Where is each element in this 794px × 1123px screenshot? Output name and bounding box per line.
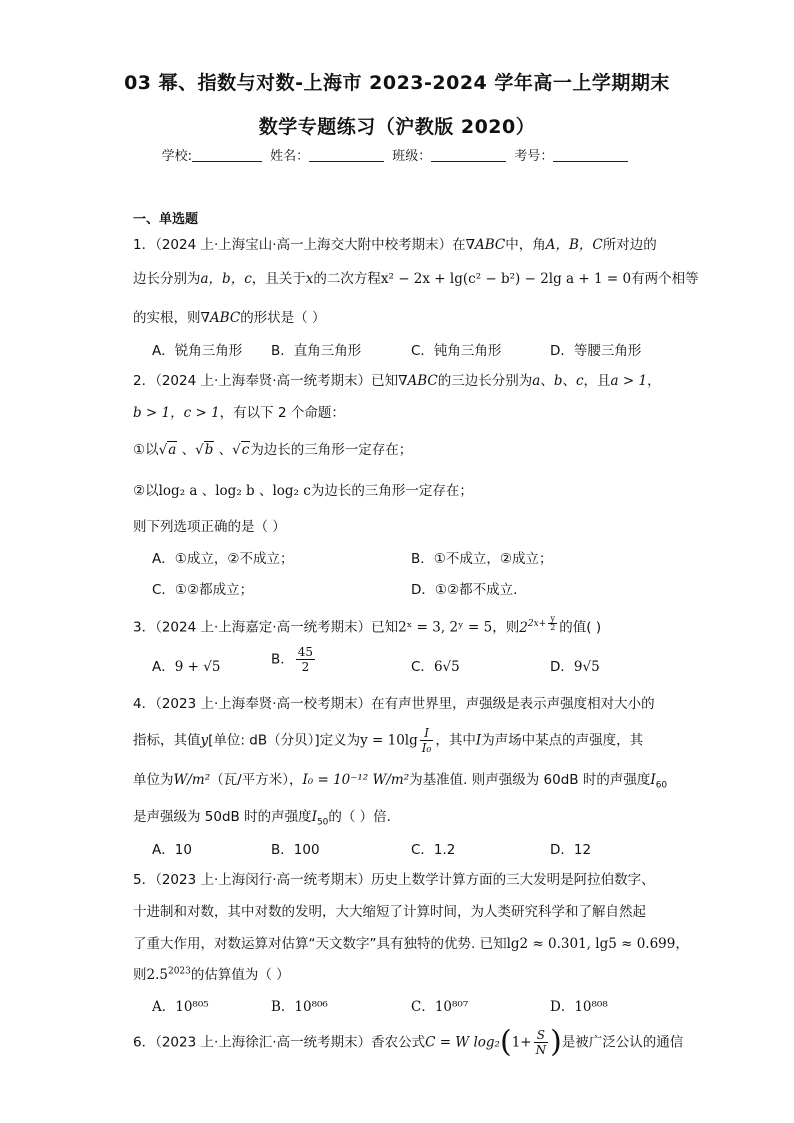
q5-option-d[interactable]: D．10⁸⁰⁸ xyxy=(550,999,608,1015)
q2-option-d[interactable]: D．①②都不成立. xyxy=(411,582,518,598)
q2-proposition-1: ①以√a 、√b 、√c为边长的三角形一定存在； xyxy=(133,442,413,458)
q6-line-1: 6．（2023 上·上海徐汇·高一统考期末）香农公式C = W log₂(1+ $\frac{S}{N}$ )是被广泛公认的通信 xyxy=(133,1024,684,1060)
exam-no-label: 考号： xyxy=(514,149,554,164)
student-info-row xyxy=(0,145,794,164)
section-heading: 一、单选题 xyxy=(133,212,199,227)
title-line-1: 03 幂、指数与对数-上海市 2023-2024 学年高一上学期期末 xyxy=(124,72,670,94)
q3-option-d[interactable]: D．9√5 xyxy=(550,659,600,675)
q3-option-c[interactable]: C．6√5 xyxy=(411,659,460,675)
q5-option-a[interactable]: A．10⁸⁰⁵ xyxy=(152,999,209,1015)
q2-line-2: b > 1，c > 1，有以下 2 个命题： xyxy=(133,405,345,421)
q4-line-1: 4．（2023 上·上海奉贤·高一校考期末）在有声世界里，声强级是表示声强度相对大小的 xyxy=(133,696,655,712)
q1-line-2: 边长分别为a，b，c，且关于x的二次方程x² − 2x + lg(c² − b²) − 2lg a + 1 = 0有两个相等 xyxy=(133,271,699,287)
q5-option-b[interactable]: B．10⁸⁰⁶ xyxy=(271,999,328,1015)
q2-proposition-2: ②以log₂ a 、log₂ b 、log₂ c为边长的三角形一定存在； xyxy=(133,483,473,499)
q1-option-c[interactable]: C．钝角三角形 xyxy=(411,343,502,359)
q5-line-1: 5．（2023 上·上海闵行·高一统考期末）历史上数学计算方面的三大发明是阿拉伯数字、 xyxy=(133,872,655,888)
q4-line-2: 指标，其值y[单位: dB（分贝）]定义为y = 10lg $\frac{I}{\text{I₀}}$ ，其中I为声场中某点的声强度，其 xyxy=(133,726,644,755)
q1-line-3: 的实根，则∇ABC的形状是（ ） xyxy=(133,310,326,326)
school-blank[interactable] xyxy=(192,148,262,162)
q4-option-d[interactable]: D．12 xyxy=(550,842,592,858)
q3-option-a[interactable]: A．9 + √5 xyxy=(152,659,221,675)
title-line-2: 数学专题练习（沪教版 2020） xyxy=(258,116,536,138)
q3-expression: $2^{2x+ \frac{y}{2}}$ xyxy=(519,614,556,636)
q5-line-4: 则$2.5^{2023}$的估算值为（ ） xyxy=(133,966,290,983)
q4-line-4: 是声强级为 50dB 时的声强度$I_{50}$的（ ）倍. xyxy=(133,809,391,828)
q2-question: 则下列选项正确的是（ ） xyxy=(133,519,286,535)
q3-option-b[interactable]: B． $\frac{45}{2}$ xyxy=(271,645,314,674)
exam-no-blank[interactable] xyxy=(553,148,628,162)
q1-option-d[interactable]: D．等腰三角形 xyxy=(550,343,642,359)
q4-option-c[interactable]: C．1.2 xyxy=(411,842,456,858)
q5-option-c[interactable]: C．10⁸⁰⁷ xyxy=(411,999,469,1015)
q2-line-1: 2．（2024 上·上海奉贤·高一统考期末）已知∇ABC的三边长分别为a、b、c，且a > 1， xyxy=(133,373,661,389)
q5-line-2: 十进制和对数，其中对数的发明，大大缩短了计算时间，为人类研究科学和了解自然起 xyxy=(133,904,646,920)
q2-option-a[interactable]: A．①成立，②不成立； xyxy=(152,551,294,567)
q4-line-3: 单位为W/m²（瓦/平方米），I₀ = 10⁻¹² W/m²为基准值. 则声强级为 60dB 时的声强度$I_{60}$ xyxy=(133,772,668,791)
q4-option-b[interactable]: B．100 xyxy=(271,842,320,858)
name-label: 姓名： xyxy=(270,149,310,164)
q1-equation: x² − 2x + lg(c² − b²) − 2lg a + 1 = 0 xyxy=(380,271,632,287)
class-label: 班级： xyxy=(392,149,432,164)
q1-option-b[interactable]: B．直角三角形 xyxy=(271,343,362,359)
q5-line-3: 了重大作用，对数运算对估算“天文数字”具有独特的优势. 已知lg2 ≈ 0.301, lg5 ≈ 0.699， xyxy=(133,936,689,952)
name-blank[interactable] xyxy=(309,148,384,162)
class-blank[interactable] xyxy=(431,148,506,162)
q3-line-1: 3．（2024 上·上海嘉定·高一统考期末）已知2ˣ = 3, 2ʸ = 5，则$2^{2x+ \frac{y}{2}}$ 的值( ) xyxy=(133,614,602,636)
q1-line-1: 1．（2024 上·上海宝山·高一上海交大附中校考期末）在∇ABC中，角A，B，C所对边的 xyxy=(133,237,657,253)
q4-option-a[interactable]: A．10 xyxy=(152,842,192,858)
q1-option-a[interactable]: A．锐角三角形 xyxy=(152,343,243,359)
q2-option-b[interactable]: B．①不成立，②成立； xyxy=(411,551,553,567)
school-label: 学校: xyxy=(161,149,192,164)
q2-option-c[interactable]: C．①②都成立； xyxy=(152,582,254,598)
